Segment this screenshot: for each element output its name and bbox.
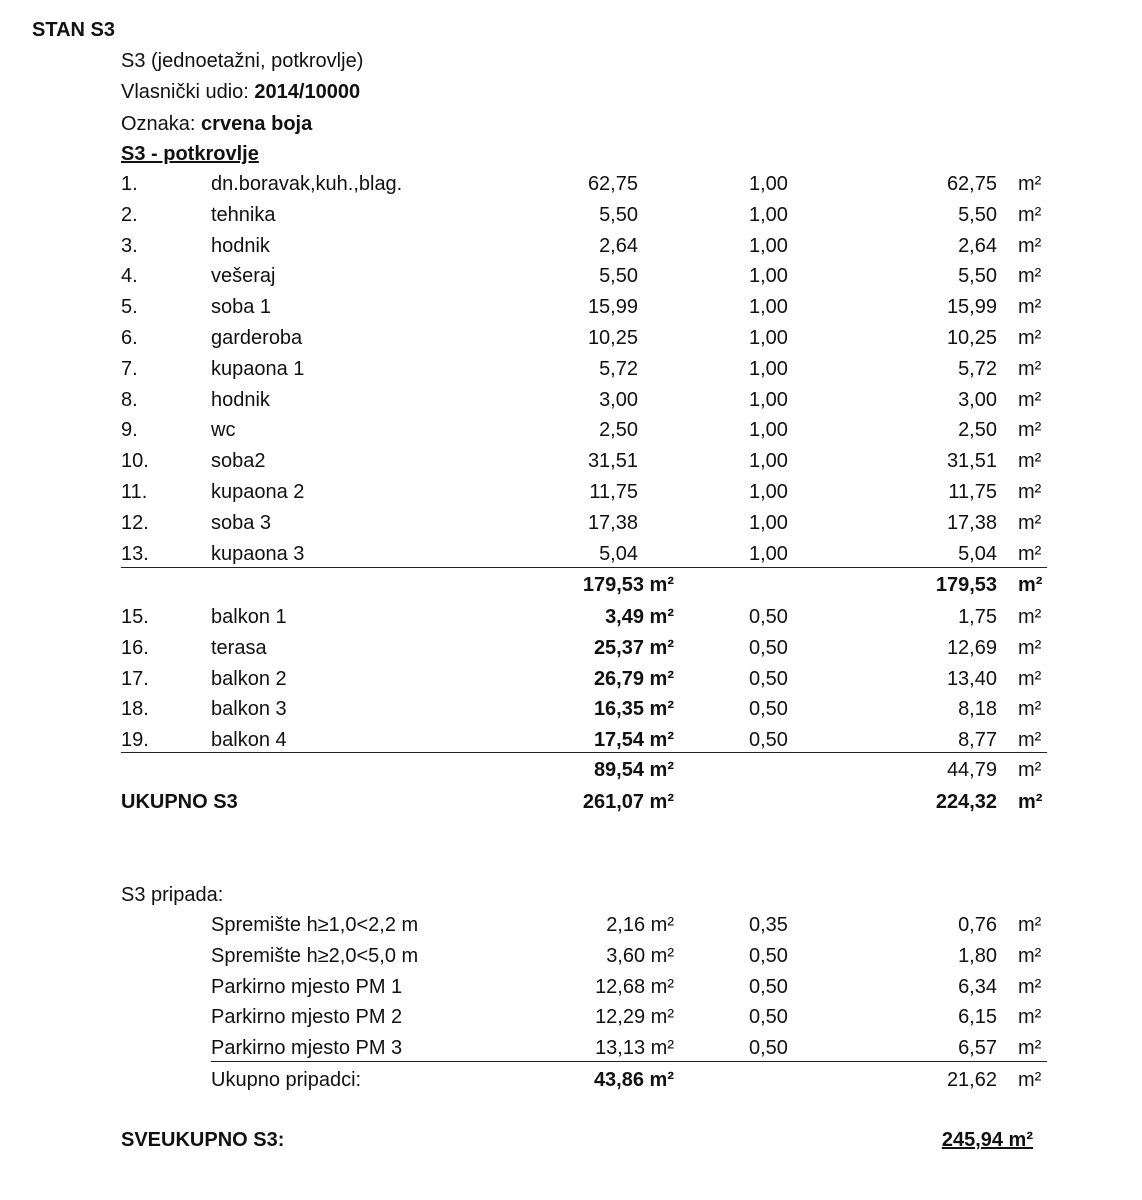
section-heading: S3 - potkrovlje <box>121 143 259 165</box>
room-unit: m² <box>1018 419 1042 441</box>
total-unit: m² <box>1018 791 1043 813</box>
balcony-result: 13,40 <box>946 668 997 690</box>
belongs-subtotal-area: 43,86 m² <box>593 1069 674 1091</box>
room-unit: m² <box>1018 481 1042 503</box>
balcony-coefficient: 0,50 <box>749 637 788 659</box>
room-name: tehnika <box>211 204 276 226</box>
balcony-name: terasa <box>211 637 267 659</box>
room-number: 9. <box>121 419 138 441</box>
room-unit: m² <box>1018 173 1042 195</box>
room-coefficient: 1,00 <box>749 235 788 257</box>
room-coefficient: 1,00 <box>749 173 788 195</box>
appurtenance-name: Parkirno mjesto PM 2 <box>211 1006 403 1028</box>
balcony-coefficient: 0,50 <box>749 606 788 628</box>
room-area: 3,00 <box>599 389 638 411</box>
balcony-unit: m² <box>1018 668 1042 690</box>
room-unit: m² <box>1018 389 1042 411</box>
room-result: 5,50 <box>958 204 997 226</box>
appurtenance-name: Parkirno mjesto PM 1 <box>211 976 403 998</box>
room-coefficient: 1,00 <box>749 265 788 287</box>
balcony-area: 17,54 m² <box>593 729 674 751</box>
ownership-value: 2014/10000 <box>254 81 361 103</box>
appurtenance-coefficient: 0,50 <box>749 945 788 967</box>
appurtenance-coefficient: 0,50 <box>749 976 788 998</box>
balcony-name: balkon 1 <box>211 606 287 628</box>
room-coefficient: 1,00 <box>749 450 788 472</box>
appurtenance-coefficient: 0,50 <box>749 1037 788 1059</box>
balcony-result: 12,69 <box>946 637 997 659</box>
room-name: wc <box>211 419 236 441</box>
balcony-coefficient: 0,50 <box>749 729 788 751</box>
room-name: soba2 <box>211 450 266 472</box>
rooms-subtotal-unit: m² <box>1018 574 1043 596</box>
room-area: 5,04 <box>599 543 638 565</box>
balcony-area: 26,79 m² <box>593 668 674 690</box>
appurtenance-result: 6,15 <box>958 1006 997 1028</box>
room-coefficient: 1,00 <box>749 512 788 534</box>
room-area: 15,99 <box>587 296 638 318</box>
appurtenance-unit: m² <box>1018 1037 1042 1059</box>
room-result: 62,75 <box>946 173 997 195</box>
marking <box>121 112 312 136</box>
room-name: hodnik <box>211 389 270 411</box>
room-result: 15,99 <box>946 296 997 318</box>
belongs-divider <box>211 1061 1047 1062</box>
room-name: kupaona 3 <box>211 543 305 565</box>
room-unit: m² <box>1018 358 1042 380</box>
room-coefficient: 1,00 <box>749 481 788 503</box>
balcony-area: 16,35 m² <box>593 698 674 720</box>
appurtenance-coefficient: 0,35 <box>749 914 788 936</box>
balcony-coefficient: 0,50 <box>749 668 788 690</box>
room-coefficient: 1,00 <box>749 543 788 565</box>
room-area: 11,75 <box>589 481 638 503</box>
appurtenance-unit: m² <box>1018 976 1042 998</box>
balcony-number: 17. <box>121 668 149 690</box>
appurtenance-area: 2,16 m² <box>606 914 674 936</box>
appurtenance-area: 12,29 m² <box>595 1006 674 1028</box>
room-unit: m² <box>1018 265 1042 287</box>
balcony-result: 1,75 <box>958 606 997 628</box>
room-area: 10,25 <box>587 327 638 349</box>
room-area: 5,72 <box>599 358 638 380</box>
room-coefficient: 1,00 <box>749 327 788 349</box>
room-result: 31,51 <box>946 450 997 472</box>
room-unit: m² <box>1018 543 1042 565</box>
room-number: 13. <box>121 543 149 565</box>
balconies-subtotal-unit: m² <box>1018 759 1042 781</box>
room-name: vešeraj <box>211 265 276 287</box>
room-area: 2,64 <box>599 235 638 257</box>
balcony-area: 25,37 m² <box>593 637 674 659</box>
rooms-divider <box>121 567 1047 568</box>
room-name: garderoba <box>211 327 303 349</box>
document-title: STAN S3 <box>32 19 115 41</box>
room-result: 10,25 <box>946 327 997 349</box>
appurtenance-unit: m² <box>1018 945 1042 967</box>
belongs-heading: S3 pripada: <box>121 884 224 906</box>
room-coefficient: 1,00 <box>749 296 788 318</box>
balconies-subtotal-area: 89,54 m² <box>593 759 674 781</box>
grand-total-label: SVEUKUPNO S3: <box>121 1129 285 1151</box>
total-area: 261,07 m² <box>582 791 674 813</box>
room-unit: m² <box>1018 512 1042 534</box>
room-coefficient: 1,00 <box>749 419 788 441</box>
room-name: kupaona 2 <box>211 481 305 503</box>
room-result: 3,00 <box>958 389 997 411</box>
balcony-name: balkon 2 <box>211 668 287 690</box>
grand-total-value: 245,94 m² <box>941 1129 1033 1151</box>
room-result: 5,72 <box>958 358 997 380</box>
appurtenance-name: Parkirno mjesto PM 3 <box>211 1037 403 1059</box>
balcony-area: 3,49 m² <box>605 606 674 628</box>
room-number: 10. <box>121 450 149 472</box>
room-number: 5. <box>121 296 138 318</box>
balcony-name: balkon 3 <box>211 698 287 720</box>
room-number: 8. <box>121 389 138 411</box>
room-unit: m² <box>1018 235 1042 257</box>
room-number: 11. <box>121 481 148 503</box>
balcony-number: 18. <box>121 698 149 720</box>
room-coefficient: 1,00 <box>749 389 788 411</box>
apartment-subtitle: S3 (jednoetažni, potkrovlje) <box>121 50 364 72</box>
room-result: 2,64 <box>958 235 997 257</box>
appurtenance-area: 12,68 m² <box>595 976 674 998</box>
belongs-subtotal-unit: m² <box>1018 1069 1042 1091</box>
marking-value: crvena boja <box>201 113 313 135</box>
room-unit: m² <box>1018 450 1042 472</box>
room-result: 5,50 <box>958 265 997 287</box>
room-result: 17,38 <box>946 512 997 534</box>
room-area: 31,51 <box>587 450 638 472</box>
total-result: 224,32 <box>935 791 997 813</box>
balconies-subtotal-result: 44,79 <box>946 759 997 781</box>
appurtenance-name: Spremište h≥2,0<5,0 m <box>211 945 419 967</box>
belongs-subtotal-label: Ukupno pripadci: <box>211 1069 362 1091</box>
room-number: 1. <box>121 173 138 195</box>
balcony-coefficient: 0,50 <box>749 698 788 720</box>
rooms-subtotal-area: 179,53 m² <box>582 574 674 596</box>
room-name: soba 3 <box>211 512 272 534</box>
room-name: kupaona 1 <box>211 358 305 380</box>
room-number: 6. <box>121 327 138 349</box>
marking-label: Oznaka: <box>121 113 202 135</box>
room-number: 4. <box>121 265 138 287</box>
room-name: hodnik <box>211 235 270 257</box>
room-result: 5,04 <box>958 543 997 565</box>
room-result: 11,75 <box>948 481 997 503</box>
appurtenance-unit: m² <box>1018 1006 1042 1028</box>
room-area: 5,50 <box>599 265 638 287</box>
room-number: 3. <box>121 235 138 257</box>
appurtenance-area: 3,60 m² <box>606 945 674 967</box>
room-area: 17,38 <box>587 512 638 534</box>
ownership-label: Vlasnički udio: <box>121 81 255 103</box>
room-coefficient: 1,00 <box>749 204 788 226</box>
room-unit: m² <box>1018 327 1042 349</box>
room-result: 2,50 <box>958 419 997 441</box>
balcony-name: balkon 4 <box>211 729 287 751</box>
balcony-number: 16. <box>121 637 149 659</box>
room-area: 2,50 <box>599 419 638 441</box>
room-number: 12. <box>121 512 149 534</box>
room-coefficient: 1,00 <box>749 358 788 380</box>
appurtenance-result: 0,76 <box>958 914 997 936</box>
balcony-unit: m² <box>1018 606 1042 628</box>
appurtenance-coefficient: 0,50 <box>749 1006 788 1028</box>
appurtenance-area: 13,13 m² <box>595 1037 674 1059</box>
appurtenance-result: 6,57 <box>958 1037 997 1059</box>
room-unit: m² <box>1018 204 1042 226</box>
appurtenance-result: 1,80 <box>958 945 997 967</box>
balcony-number: 19. <box>121 729 149 751</box>
appurtenance-name: Spremište h≥1,0<2,2 m <box>211 914 419 936</box>
balcony-result: 8,77 <box>958 729 997 751</box>
room-area: 62,75 <box>587 173 638 195</box>
room-number: 2. <box>121 204 138 226</box>
ownership-share <box>121 80 360 104</box>
balcony-unit: m² <box>1018 729 1042 751</box>
total-label: UKUPNO S3 <box>121 791 238 813</box>
balcony-unit: m² <box>1018 637 1042 659</box>
appurtenance-result: 6,34 <box>958 976 997 998</box>
appurtenance-unit: m² <box>1018 914 1042 936</box>
belongs-subtotal-result: 21,62 <box>946 1069 997 1091</box>
balcony-result: 8,18 <box>958 698 997 720</box>
room-unit: m² <box>1018 296 1042 318</box>
room-area: 5,50 <box>599 204 638 226</box>
room-name: soba 1 <box>211 296 272 318</box>
room-number: 7. <box>121 358 138 380</box>
balcony-number: 15. <box>121 606 149 628</box>
rooms-subtotal-result: 179,53 <box>935 574 997 596</box>
balconies-divider <box>121 752 1047 753</box>
room-name: dn.boravak,kuh.,blag. <box>211 173 403 195</box>
balcony-unit: m² <box>1018 698 1042 720</box>
